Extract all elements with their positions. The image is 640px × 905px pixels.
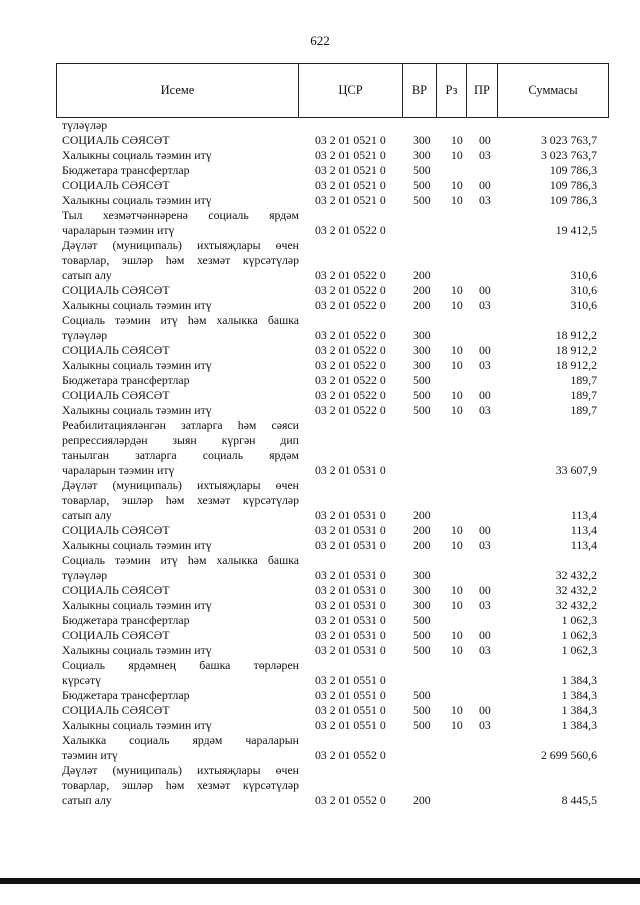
table-row [56, 313, 609, 343]
table-row [56, 403, 609, 418]
row-name [62, 643, 299, 658]
row-csr: 03 2 01 0531 0 [315, 538, 386, 552]
row-sum: 1 384,3 [561, 688, 597, 702]
row-csr: 03 2 01 0531 0 [315, 523, 386, 537]
row-name-line: товарлар, эшләр һәм хезмәт күрсәтүләр [62, 493, 299, 507]
row-name-line: товарлар, эшләр һәм хезмәт күрсәтүләр [62, 778, 299, 792]
row-name [62, 133, 299, 148]
row-rz: 10 [451, 718, 463, 732]
row-sum: 32 432,2 [555, 568, 597, 582]
row-name-line: СОЦИАЛЬ СӘЯСӘТ [62, 523, 170, 537]
row-rz: 10 [451, 538, 463, 552]
row-name-line: СОЦИАЛЬ СӘЯСӘТ [62, 583, 170, 597]
row-name [62, 658, 299, 688]
row-name [62, 373, 299, 388]
row-vr: 500 [413, 178, 431, 192]
table-row [56, 163, 609, 178]
row-sum: 189,7 [570, 403, 597, 417]
row-name-line: СОЦИАЛЬ СӘЯСӘТ [62, 343, 170, 357]
row-sum: 113,4 [570, 523, 597, 537]
row-vr: 500 [413, 373, 431, 387]
row-name-line: СОЦИАЛЬ СӘЯСӘТ [62, 388, 170, 402]
row-pr: 00 [479, 343, 491, 357]
row-name-line: репрессияләрдән зыян күргән дип [62, 433, 299, 447]
row-csr: 03 2 01 0522 0 [315, 328, 386, 342]
row-name [62, 418, 299, 478]
table-row [56, 343, 609, 358]
row-name [62, 718, 299, 733]
row-vr: 500 [413, 193, 431, 207]
table-row [56, 643, 609, 658]
row-vr: 500 [413, 718, 431, 732]
row-pr: 03 [479, 598, 491, 612]
table-row [56, 373, 609, 388]
row-csr: 03 2 01 0552 0 [315, 793, 386, 807]
row-csr: 03 2 01 0551 0 [315, 688, 386, 702]
row-name-line: СОЦИАЛЬ СӘЯСӘТ [62, 178, 170, 192]
row-csr: 03 2 01 0552 0 [315, 748, 386, 762]
row-sum: 18 912,2 [555, 328, 597, 342]
row-name-line: Халыкны социаль тәэмин итү [62, 148, 212, 162]
row-sum: 2 699 560,6 [540, 748, 597, 762]
row-name-line: Дәүләт (муниципаль) ихтыяҗлары өчен [62, 763, 299, 777]
row-rz: 10 [451, 403, 463, 417]
table-row [56, 688, 609, 703]
row-name [62, 478, 299, 523]
table-row [56, 538, 609, 553]
row-vr: 300 [413, 133, 431, 147]
row-csr: 03 2 01 0531 0 [315, 613, 386, 627]
table-row [56, 193, 609, 208]
row-pr: 03 [479, 403, 491, 417]
row-sum: 310,6 [570, 283, 597, 297]
row-sum: 8 445,5 [561, 793, 597, 807]
row-pr: 03 [479, 538, 491, 552]
row-name [62, 283, 299, 298]
row-name [62, 538, 299, 553]
row-vr: 500 [413, 403, 431, 417]
row-vr: 300 [413, 568, 431, 582]
row-name-line: Халыкны социаль тәэмин итү [62, 643, 212, 657]
row-rz: 10 [451, 598, 463, 612]
row-pr: 00 [479, 703, 491, 717]
row-csr: 03 2 01 0522 0 [315, 358, 386, 372]
row-pr: 03 [479, 148, 491, 162]
row-pr: 00 [479, 583, 491, 597]
table-row [56, 628, 609, 643]
row-name [62, 703, 299, 718]
row-sum: 1 062,3 [561, 628, 597, 642]
table-row [56, 133, 609, 148]
row-rz: 10 [451, 178, 463, 192]
row-pr: 00 [479, 523, 491, 537]
row-name [62, 388, 299, 403]
table-row [56, 118, 609, 133]
row-name-line: түләүләр [62, 118, 108, 132]
row-name [62, 553, 299, 583]
row-rz: 10 [451, 148, 463, 162]
row-name-line: Халыкны социаль тәэмин итү [62, 538, 212, 552]
row-csr: 03 2 01 0531 0 [315, 643, 386, 657]
row-name [62, 358, 299, 373]
row-rz: 10 [451, 343, 463, 357]
row-csr: 03 2 01 0531 0 [315, 508, 386, 522]
row-name-line: Дәүләт (муниципаль) ихтыяҗлары өчен [62, 238, 299, 252]
row-sum: 18 912,2 [555, 343, 597, 357]
row-name-line: тәэмин итү [62, 748, 118, 762]
row-rz: 10 [451, 133, 463, 147]
row-sum: 19 412,5 [555, 223, 597, 237]
table-row [56, 613, 609, 628]
row-csr: 03 2 01 0521 0 [315, 163, 386, 177]
row-name-line: түләүләр [62, 328, 108, 342]
row-vr: 300 [413, 328, 431, 342]
row-csr: 03 2 01 0522 0 [315, 268, 386, 282]
row-pr: 00 [479, 178, 491, 192]
row-rz: 10 [451, 583, 463, 597]
row-vr: 500 [413, 688, 431, 702]
row-rz: 10 [451, 358, 463, 372]
row-sum: 113,4 [570, 538, 597, 552]
row-rz: 10 [451, 703, 463, 717]
row-name-line: сатып алу [62, 793, 112, 807]
table-row [56, 523, 609, 538]
table-row [56, 388, 609, 403]
row-pr: 00 [479, 133, 491, 147]
row-name [62, 193, 299, 208]
header-vr: ВР [402, 64, 436, 117]
row-vr: 300 [413, 598, 431, 612]
row-name-line: сатып алу [62, 268, 112, 282]
row-name-line: Халыкка социаль ярдәм чараларын [62, 733, 299, 747]
row-vr: 500 [413, 163, 431, 177]
row-name-line: чараларын тәэмин итү [62, 223, 175, 237]
row-name-line: Халыкны социаль тәэмин итү [62, 718, 212, 732]
table-row [56, 583, 609, 598]
row-csr: 03 2 01 0522 0 [315, 373, 386, 387]
row-name [62, 688, 299, 703]
row-rz: 10 [451, 628, 463, 642]
row-name-line: СОЦИАЛЬ СӘЯСӘТ [62, 703, 170, 717]
table-row [56, 718, 609, 733]
row-name-line: Халыкны социаль тәэмин итү [62, 358, 212, 372]
row-name-line: Бюджетара трансфертлар [62, 163, 190, 177]
row-sum: 189,7 [570, 388, 597, 402]
row-sum: 310,6 [570, 298, 597, 312]
row-name-line: Дәүләт (муниципаль) ихтыяҗлары өчен [62, 478, 299, 492]
row-name-line: Халыкны социаль тәэмин итү [62, 403, 212, 417]
row-pr: 03 [479, 718, 491, 732]
row-csr: 03 2 01 0531 0 [315, 598, 386, 612]
row-name-line: танылган затларга социаль ярдәм [62, 448, 299, 462]
table-header [56, 63, 609, 118]
table-row [56, 658, 609, 688]
row-csr: 03 2 01 0522 0 [315, 343, 386, 357]
row-name [62, 238, 299, 283]
row-pr: 00 [479, 628, 491, 642]
table-row [56, 733, 609, 763]
row-vr: 500 [413, 613, 431, 627]
row-name [62, 583, 299, 598]
row-vr: 200 [413, 793, 431, 807]
row-name-line: сатып алу [62, 508, 112, 522]
row-rz: 10 [451, 298, 463, 312]
row-sum: 3 023 763,7 [540, 133, 597, 147]
row-sum: 3 023 763,7 [540, 148, 597, 162]
row-name-line: Социаль ярдәмнең башка төрләрен [62, 658, 299, 672]
table-row [56, 763, 609, 808]
row-name-line: Бюджетара трансфертлар [62, 373, 190, 387]
row-csr: 03 2 01 0522 0 [315, 403, 386, 417]
row-sum: 1 384,3 [561, 673, 597, 687]
row-vr: 500 [413, 628, 431, 642]
row-sum: 189,7 [570, 373, 597, 387]
row-csr: 03 2 01 0551 0 [315, 673, 386, 687]
row-csr: 03 2 01 0521 0 [315, 193, 386, 207]
row-pr: 00 [479, 388, 491, 402]
row-name [62, 523, 299, 538]
row-name-line: товарлар, эшләр һәм хезмәт күрсәтүләр [62, 253, 299, 267]
row-vr: 500 [413, 643, 431, 657]
row-name [62, 403, 299, 418]
table-row [56, 208, 609, 238]
row-csr: 03 2 01 0521 0 [315, 133, 386, 147]
header-name: Исеме [160, 83, 195, 97]
row-csr: 03 2 01 0531 0 [315, 568, 386, 582]
row-name-line: Социаль тәэмин итү һәм халыкка башка [62, 313, 299, 327]
row-name-line: Реабилитацияләнгән затларга һәм сәяси [62, 418, 299, 432]
row-pr: 03 [479, 358, 491, 372]
table-body [56, 118, 609, 808]
page-bottom-border [0, 878, 640, 884]
row-name [62, 298, 299, 313]
table-row [56, 238, 609, 283]
row-name [62, 598, 299, 613]
row-pr: 03 [479, 298, 491, 312]
row-csr: 03 2 01 0522 0 [315, 283, 386, 297]
row-sum: 1 384,3 [561, 703, 597, 717]
row-vr: 200 [413, 268, 431, 282]
row-sum: 109 786,3 [549, 193, 597, 207]
row-vr: 500 [413, 703, 431, 717]
row-name-line: түләүләр [62, 568, 108, 582]
row-csr: 03 2 01 0521 0 [315, 178, 386, 192]
row-csr: 03 2 01 0522 0 [315, 388, 386, 402]
header-pr: ПР [466, 64, 497, 117]
row-vr: 300 [413, 343, 431, 357]
row-name-line: Социаль тәэмин итү һәм халыкка башка [62, 553, 299, 567]
row-rz: 10 [451, 643, 463, 657]
row-vr: 200 [413, 298, 431, 312]
row-rz: 10 [451, 283, 463, 297]
row-name-line: Халыкны социаль тәэмин итү [62, 193, 212, 207]
row-vr: 200 [413, 523, 431, 537]
row-pr: 03 [479, 643, 491, 657]
row-name-line: чараларын тәэмин итү [62, 463, 175, 477]
row-name-line: СОЦИАЛЬ СӘЯСӘТ [62, 628, 170, 642]
row-sum: 1 062,3 [561, 643, 597, 657]
row-csr: 03 2 01 0551 0 [315, 703, 386, 717]
row-name [62, 313, 299, 343]
row-sum: 32 432,2 [555, 598, 597, 612]
page-number: 622 [310, 33, 330, 48]
row-vr: 300 [413, 583, 431, 597]
table-row [56, 283, 609, 298]
row-csr: 03 2 01 0521 0 [315, 148, 386, 162]
row-vr: 200 [413, 508, 431, 522]
row-rz: 10 [451, 523, 463, 537]
row-sum: 109 786,3 [549, 163, 597, 177]
row-sum: 18 912,2 [555, 358, 597, 372]
row-pr: 03 [479, 193, 491, 207]
row-sum: 32 432,2 [555, 583, 597, 597]
row-vr: 300 [413, 148, 431, 162]
table-row [56, 358, 609, 373]
row-vr: 500 [413, 388, 431, 402]
row-name [62, 613, 299, 628]
row-vr: 200 [413, 538, 431, 552]
row-sum: 1 062,3 [561, 613, 597, 627]
row-name [62, 208, 299, 238]
row-name [62, 118, 299, 133]
row-sum: 33 607,9 [555, 463, 597, 477]
table-row [56, 418, 609, 478]
row-pr: 00 [479, 283, 491, 297]
row-name [62, 148, 299, 163]
row-name-line: СОЦИАЛЬ СӘЯСӘТ [62, 133, 170, 147]
table-row [56, 298, 609, 313]
row-csr: 03 2 01 0551 0 [315, 718, 386, 732]
row-name [62, 163, 299, 178]
row-name-line: Тыл хезмәтчәннәренә социаль ярдәм [62, 208, 299, 222]
row-sum: 1 384,3 [561, 718, 597, 732]
row-csr: 03 2 01 0522 0 [315, 298, 386, 312]
header-rz: Рз [436, 64, 466, 117]
row-vr: 300 [413, 358, 431, 372]
row-name [62, 178, 299, 193]
row-sum: 113,4 [570, 508, 597, 522]
table-row [56, 703, 609, 718]
row-name-line: Бюджетара трансфертлар [62, 688, 190, 702]
row-rz: 10 [451, 193, 463, 207]
table-row [56, 478, 609, 523]
table-row [56, 598, 609, 613]
table-row [56, 148, 609, 163]
row-vr: 200 [413, 283, 431, 297]
row-name-line: Халыкны социаль тәэмин итү [62, 598, 212, 612]
row-name [62, 763, 299, 808]
table-row [56, 178, 609, 193]
row-name [62, 343, 299, 358]
row-sum: 109 786,3 [549, 178, 597, 192]
row-csr: 03 2 01 0531 0 [315, 463, 386, 477]
header-csr: ЦСР [298, 64, 402, 117]
row-name-line: Халыкны социаль тәэмин итү [62, 298, 212, 312]
row-csr: 03 2 01 0531 0 [315, 628, 386, 642]
row-csr: 03 2 01 0531 0 [315, 583, 386, 597]
row-rz: 10 [451, 388, 463, 402]
row-name-line: күрсәтү [62, 673, 102, 687]
row-sum: 310,6 [570, 268, 597, 282]
row-csr: 03 2 01 0522 0 [315, 223, 386, 237]
row-name-line: Бюджетара трансфертлар [62, 613, 190, 627]
table-row [56, 553, 609, 583]
row-name [62, 628, 299, 643]
row-name-line: СОЦИАЛЬ СӘЯСӘТ [62, 283, 170, 297]
header-sum: Суммасы [497, 64, 608, 117]
row-name [62, 733, 299, 763]
